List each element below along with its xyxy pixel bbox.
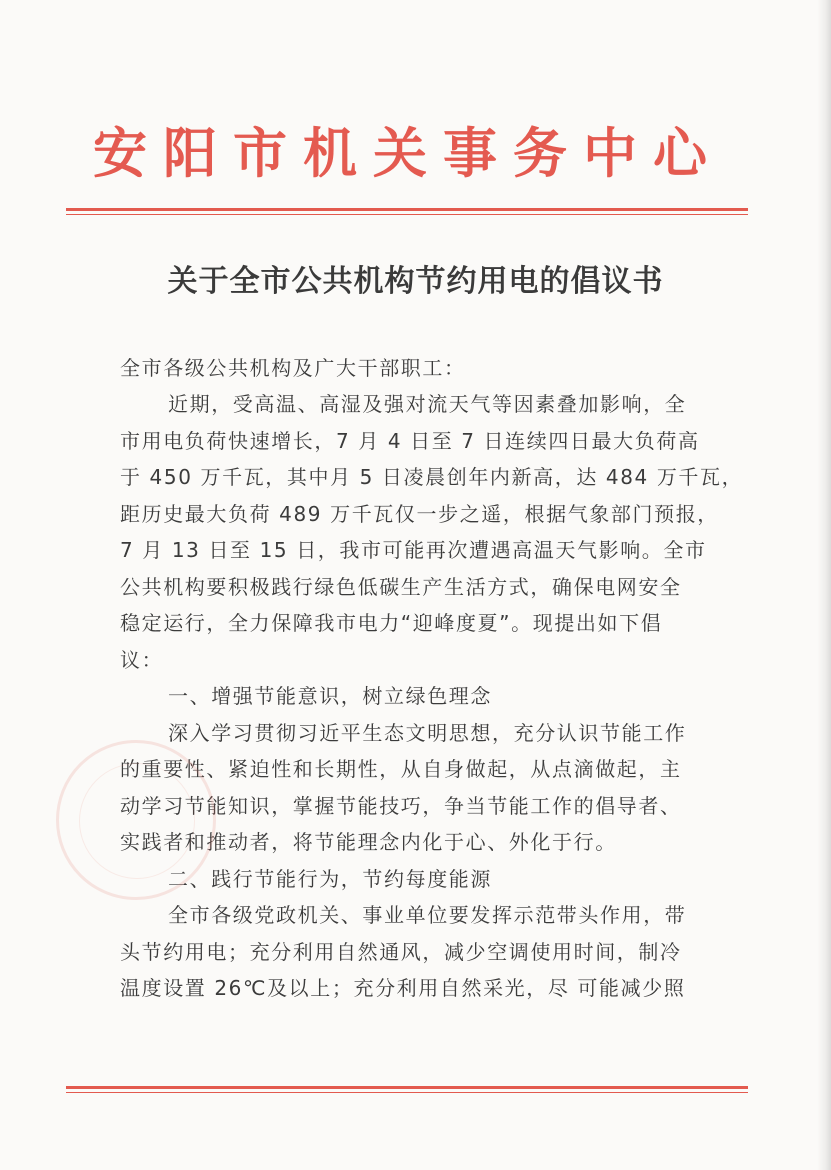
paragraph1-line: 公共机构要积极践行绿色低碳生产生活方式，确保电网安全 xyxy=(120,574,682,599)
page-edge-shadow xyxy=(817,0,831,1170)
section2-line: 温度设置 26℃及以上；充分利用自然采光，尽 可能减少照 xyxy=(120,976,686,1000)
faint-seal-inner-ring xyxy=(79,763,195,879)
footer-red-rule xyxy=(66,1086,748,1093)
footer-rule-thin xyxy=(66,1092,748,1093)
paragraph1-line: 7 月 13 日至 15 日，我市可能再次遭遇高温天气影响。全市 xyxy=(120,538,707,562)
document-title: 关于全市公共机构节约用电的倡议书 xyxy=(167,264,664,299)
paragraph1-line: 于 450 万千瓦，其中月 5 日凌晨创年内新高，达 484 万千瓦， xyxy=(120,465,744,489)
paragraph1-line: 距历史最大负荷 489 万千瓦仅一步之遥，根据气象部门预报， xyxy=(120,501,719,526)
faint-seal-stamp xyxy=(56,740,216,900)
section2-line: 头节约用电；充分利用自然通风，减少空调使用时间，制冷 xyxy=(120,939,682,964)
footer-rule-thick xyxy=(66,1086,748,1089)
salutation: 全市各级公共机构及广大干部职工： xyxy=(120,356,466,380)
section2-heading: 二、践行节能行为，节约每度能源 xyxy=(168,866,492,891)
header-red-rule xyxy=(66,208,748,215)
section1-line: 实践者和推动者，将节能理念内化于心、外化于行。 xyxy=(120,830,617,854)
section1-heading: 一、增强节能意识，树立绿色理念 xyxy=(168,684,492,708)
paragraph1-line: 市用电负荷快速增长，7 月 4 日至 7 日连续四日最大负荷高 xyxy=(120,428,700,453)
section2-line: 全市各级党政机关、事业单位要发挥示范带头作用，带 xyxy=(168,903,687,927)
paragraph1-line: 议： xyxy=(120,647,164,672)
section1-line: 的重要性、紧迫性和长期性，从自身做起，从点滴做起，主 xyxy=(120,757,682,781)
paragraph1-line: 稳定运行，全力保障我市电力“迎峰度夏”。现提出如下倡 xyxy=(120,611,663,635)
header-rule-thin xyxy=(66,214,748,215)
section1-line: 动学习节能知识，掌握节能技巧，争当节能工作的倡导者、 xyxy=(120,793,682,818)
section1-line: 深入学习贯彻习近平生态文明思想，充分认识节能工作 xyxy=(168,720,687,745)
organization-header: 安阳市机关事务中心 xyxy=(93,121,723,185)
paragraph1-line: 近期，受高温、高湿及强对流天气等因素叠加影响，全 xyxy=(168,392,687,416)
header-rule-thick xyxy=(66,208,748,211)
document-body xyxy=(120,386,744,1007)
